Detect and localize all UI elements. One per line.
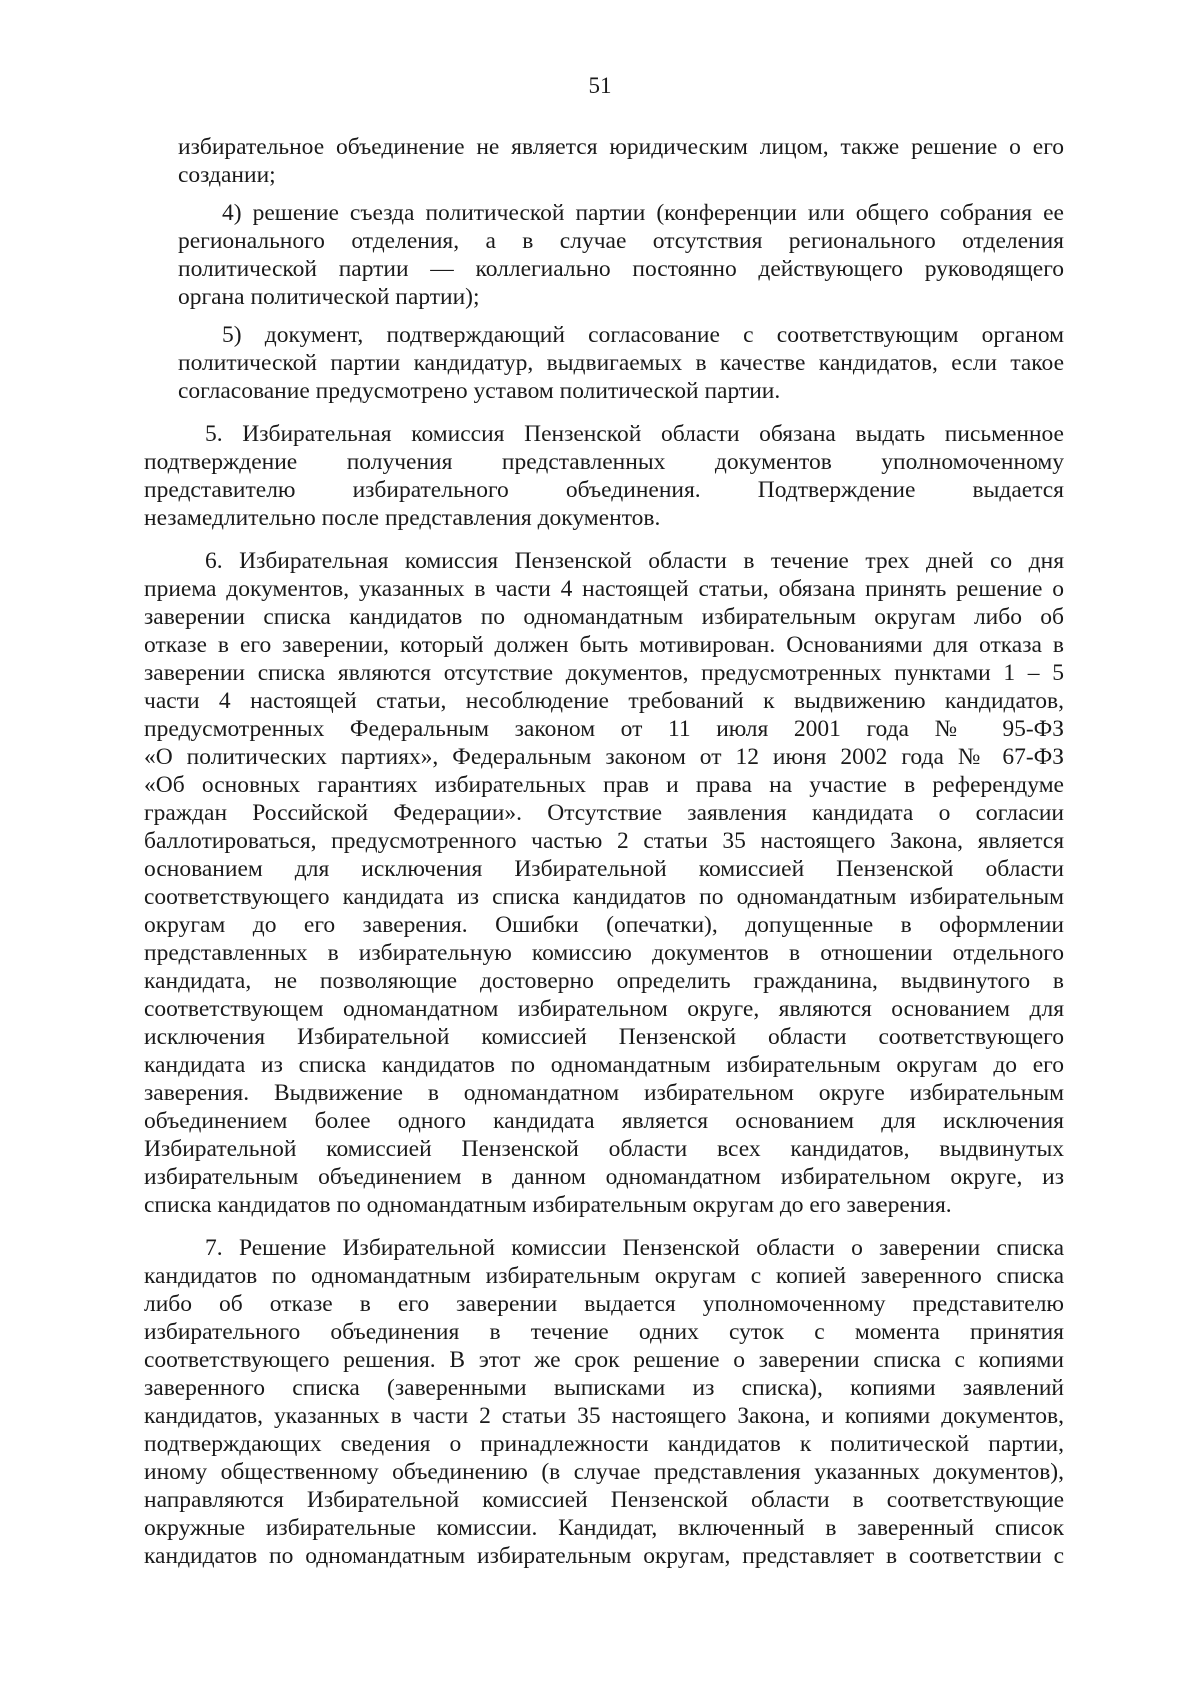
text-line: отказе в его заверении, который должен быть мотивирован. Основаниями для отказа в bbox=[144, 632, 1064, 658]
text-line: 7. Решение Избирательной комиссии Пензенской области о заверении списка bbox=[205, 1235, 1064, 1261]
text-line: избирательное объединение не является юридическим лицом, также решение о его bbox=[178, 134, 1064, 160]
text-line: Избирательной комиссией Пензенской области всех кандидатов, выдвинутых bbox=[144, 1136, 1064, 1162]
text-line: соответствующем одномандатном избирательном округе, являются основанием для bbox=[144, 996, 1064, 1022]
text-line: соответствующего решения. В этот же срок решение о заверении списка с копиями bbox=[144, 1347, 1064, 1373]
text-line: граждан Российской Федерации». Отсутствие заявления кандидата о согласии bbox=[144, 800, 1064, 826]
text-line: 5) документ, подтверждающий согласование с соответствующим органом bbox=[222, 322, 1064, 348]
text-line: незамедлительно после представления документов. bbox=[144, 505, 661, 531]
text-line: 4) решение съезда политической партии (конференции или общего собрания ее bbox=[222, 200, 1064, 226]
text-line: политической партии кандидатур, выдвигаемых в качестве кандидатов, если такое bbox=[178, 350, 1064, 376]
text-line: окружные избирательные комиссии. Кандидат, включенный в заверенный список bbox=[144, 1515, 1064, 1541]
text-line: предусмотренных Федеральным законом от 11 июля 2001 года № 95-ФЗ bbox=[144, 716, 1064, 742]
page-number: 51 bbox=[588, 73, 612, 98]
text-line: кандидата, не позволяющие достоверно определить гражданина, выдвинутого в bbox=[144, 968, 1064, 994]
text-line: «О политических партиях», Федеральным законом от 12 июня 2002 года № 67-ФЗ bbox=[144, 744, 1064, 770]
text-line: кандидатов по одномандатным избирательным округам с копией заверенного списка bbox=[144, 1263, 1064, 1289]
text-line: кандидатов, указанных в части 2 статьи 35 настоящего Закона, и копиями документов, bbox=[144, 1403, 1064, 1429]
text-line: кандидата из списка кандидатов по одномандатным избирательным округам до его bbox=[144, 1052, 1064, 1078]
text-line: заверения. Выдвижение в одномандатном избирательном округе избирательным bbox=[144, 1080, 1064, 1106]
text-line: избирательного объединения в течение одних суток с момента принятия bbox=[144, 1319, 1064, 1345]
text-line: представленных в избирательную комиссию документов в отношении отдельного bbox=[144, 940, 1064, 966]
text-line: согласование предусмотрено уставом политической партии. bbox=[178, 378, 781, 404]
text-line: органа политической партии); bbox=[178, 284, 480, 310]
text-line: либо об отказе в его заверении выдается уполномоченному представителю bbox=[144, 1291, 1064, 1317]
text-line: списка кандидатов по одномандатным избирательным округам до его заверения. bbox=[144, 1192, 952, 1218]
text-line: создании; bbox=[178, 162, 276, 188]
text-line: 5. Избирательная комиссия Пензенской области обязана выдать письменное bbox=[205, 421, 1064, 447]
text-line: 6. Избирательная комиссия Пензенской области в течение трех дней со дня bbox=[205, 548, 1064, 574]
text-line: соответствующего кандидата из списка кандидатов по одномандатным избирательным bbox=[144, 884, 1064, 910]
text-line: округам до его заверения. Ошибки (опечатки), допущенные в оформлении bbox=[144, 912, 1064, 938]
text-line: исключения Избирательной комиссией Пензенской области соответствующего bbox=[144, 1024, 1064, 1050]
text-line: приема документов, указанных в части 4 настоящей статьи, обязана принять решение о bbox=[144, 576, 1064, 602]
text-line: части 4 настоящей статьи, несоблюдение требований к выдвижению кандидатов, bbox=[144, 688, 1064, 714]
text-line: избирательным объединением в данном одномандатном избирательном округе, из bbox=[144, 1164, 1064, 1190]
text-line: заверении списка являются отсутствие документов, предусмотренных пунктами 1 – 5 bbox=[144, 660, 1064, 686]
text-line: баллотироваться, предусмотренного частью 2 статьи 35 настоящего Закона, является bbox=[144, 828, 1064, 854]
text-line: направляются Избирательной комиссией Пензенской области в соответствующие bbox=[144, 1487, 1064, 1513]
text-line: заверенного списка (заверенными выписками из списка), копиями заявлений bbox=[144, 1375, 1064, 1401]
text-line: регионального отделения, а в случае отсутствия регионального отделения bbox=[178, 228, 1064, 254]
text-line: подтверждение получения представленных документов уполномоченному bbox=[144, 449, 1064, 475]
text-line: политической партии — коллегиально постоянно действующего руководящего bbox=[178, 256, 1064, 282]
text-line: «Об основных гарантиях избирательных прав и права на участие в референдуме bbox=[144, 772, 1064, 798]
text-line: объединением более одного кандидата является основанием для исключения bbox=[144, 1108, 1064, 1134]
text-line: иному общественному объединению (в случае представления указанных документов), bbox=[144, 1459, 1064, 1485]
text-line: основанием для исключения Избирательной комиссией Пензенской области bbox=[144, 856, 1064, 882]
text-line: кандидатов по одномандатным избирательным округам, представляет в соответствии с bbox=[144, 1543, 1064, 1569]
text-line: представителю избирательного объединения. Подтверждение выдается bbox=[144, 477, 1064, 503]
text-line: подтверждающих сведения о принадлежности кандидатов к политической партии, bbox=[144, 1431, 1064, 1457]
text-line: заверении списка кандидатов по одномандатным избирательным округам либо об bbox=[144, 604, 1064, 630]
